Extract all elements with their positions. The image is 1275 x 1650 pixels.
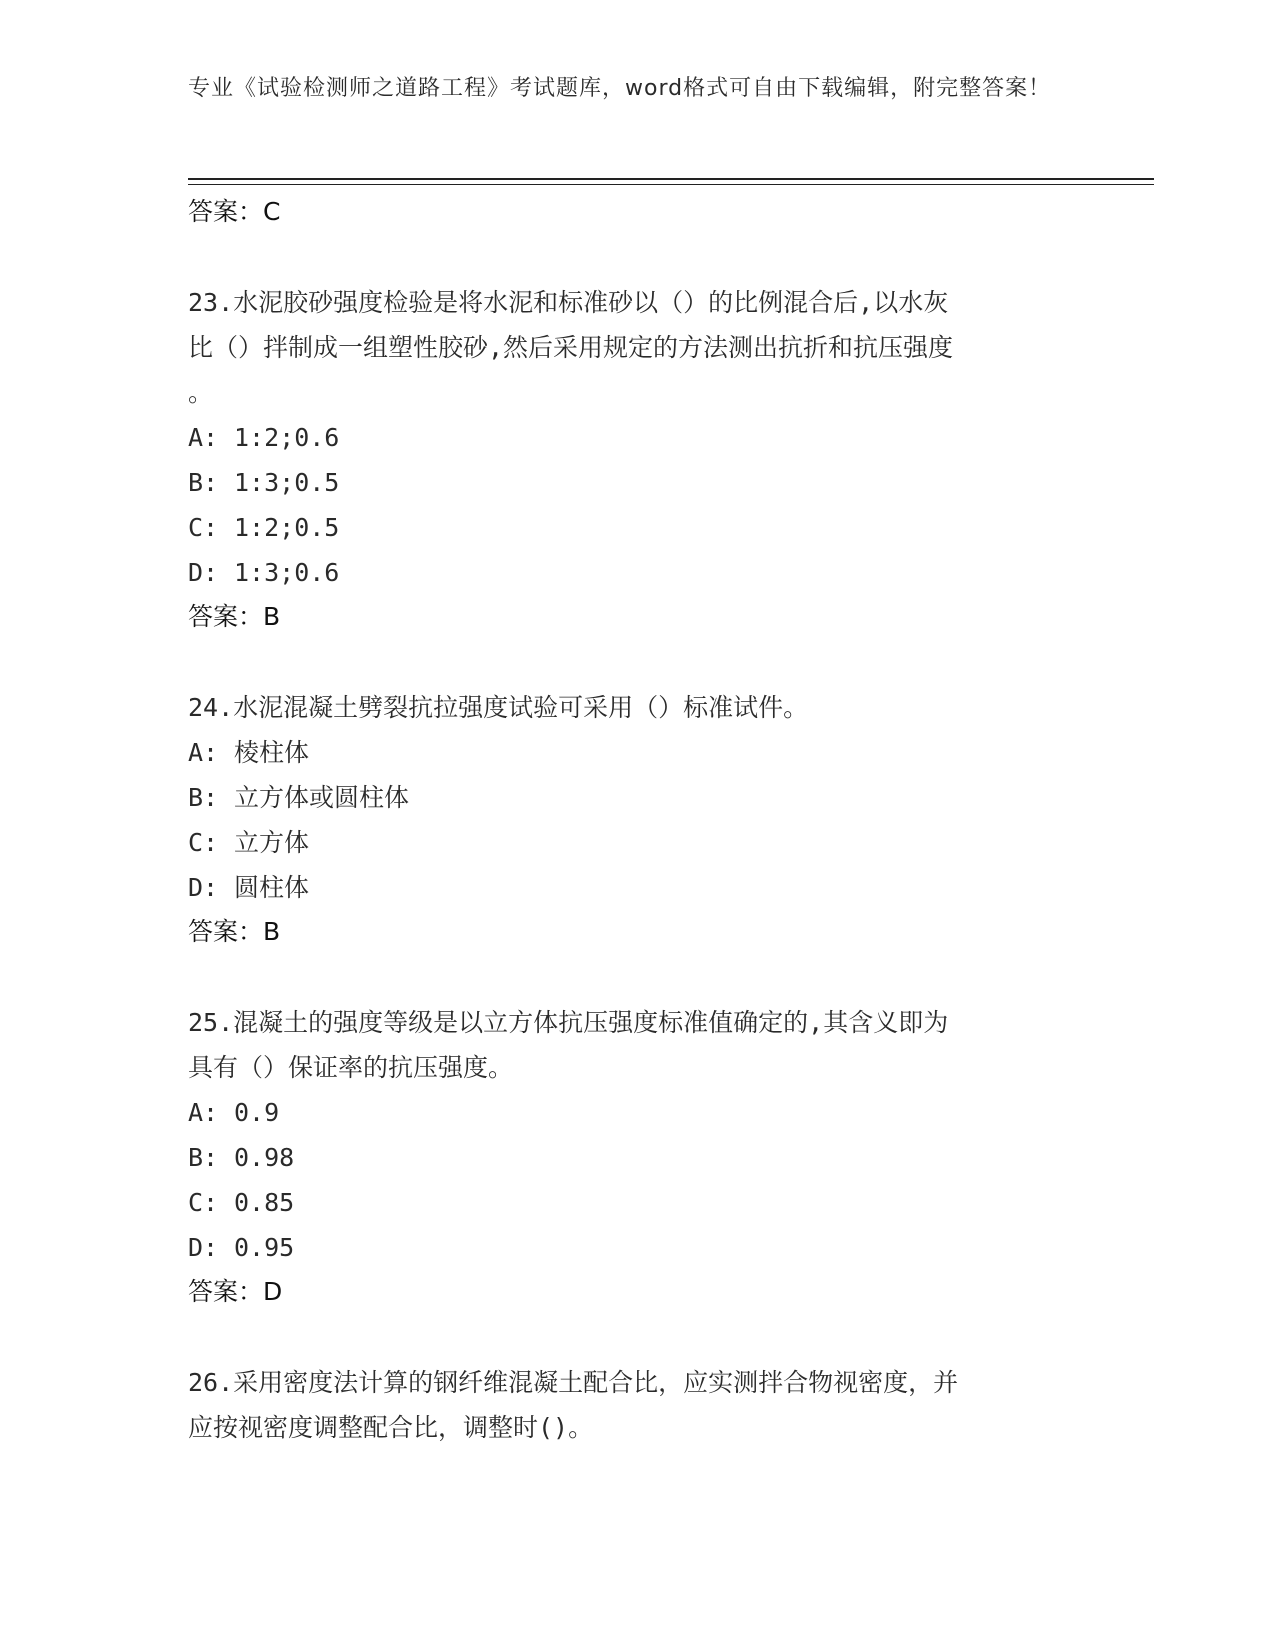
questions-container <box>188 280 1088 1450</box>
option-text: 1:2;0.5 <box>234 513 340 542</box>
option-text: 棱柱体 <box>234 738 310 767</box>
answer-line <box>188 1270 1088 1314</box>
answer-value: C <box>263 197 281 226</box>
question-list <box>188 190 1088 1450</box>
answer-label: 答案： <box>188 917 264 946</box>
option-label: A: <box>188 1098 219 1127</box>
option-label: D: <box>188 873 219 902</box>
option-label: A: <box>188 738 219 767</box>
spacer <box>188 1314 1088 1360</box>
question-stem <box>188 1360 1088 1450</box>
option-text: 1:2;0.6 <box>234 423 340 452</box>
option-label: B: <box>188 1143 219 1172</box>
option-text: 立方体或圆柱体 <box>234 783 410 812</box>
answer-option <box>188 1135 1088 1180</box>
answer-option <box>188 775 1088 820</box>
option-text: 圆柱体 <box>234 873 310 902</box>
answer-line <box>188 595 1088 639</box>
question-stem-line: 24.水泥混凝土劈裂抗拉强度试验可采用（）标准试件。 <box>188 693 809 722</box>
option-label: C: <box>188 828 219 857</box>
header-divider-thick <box>188 178 1154 180</box>
spacer <box>188 639 1088 685</box>
question-stem <box>188 1000 1088 1090</box>
spacer <box>188 954 1088 1000</box>
option-label: D: <box>188 558 219 587</box>
option-label: B: <box>188 783 219 812</box>
answer-value: D <box>263 1277 283 1306</box>
answer-line <box>188 190 1088 234</box>
answer-line <box>188 910 1088 954</box>
answer-option <box>188 1090 1088 1135</box>
answer-option <box>188 550 1088 595</box>
answer-value: B <box>263 602 281 631</box>
answer-label: 答案： <box>188 1277 264 1306</box>
answer-value: B <box>263 917 281 946</box>
page-header: 专业《试验检测师之道路工程》考试题库，word格式可自由下载编辑，附完整答案！ <box>188 76 1052 101</box>
answer-option <box>188 415 1088 460</box>
question-stem-line: 比（）拌制成一组塑性胶砂,然后采用规定的方法测出抗折和抗压强度 <box>188 333 954 362</box>
option-label: C: <box>188 513 219 542</box>
option-label: B: <box>188 468 219 497</box>
answer-label: 答案： <box>188 602 264 631</box>
question-stem-line: 23.水泥胶砂强度检验是将水泥和标准砂以（）的比例混合后,以水灰 <box>188 288 949 317</box>
option-text: 0.9 <box>234 1098 280 1127</box>
answer-option <box>188 730 1088 775</box>
question-stem <box>188 685 1088 730</box>
question-stem-line: 26.采用密度法计算的钢纤维混凝土配合比，应实测拌合物视密度，并 <box>188 1368 959 1397</box>
option-text: 1:3;0.6 <box>234 558 340 587</box>
question-stem-line: 。 <box>188 378 214 407</box>
question-stem-line: 具有（）保证率的抗压强度。 <box>188 1053 514 1082</box>
option-label: A: <box>188 423 219 452</box>
answer-option <box>188 1180 1088 1225</box>
option-label: C: <box>188 1188 219 1217</box>
answer-option <box>188 460 1088 505</box>
question-stem <box>188 280 1088 415</box>
question-stem-line: 应按视密度调整配合比，调整时()。 <box>188 1413 594 1442</box>
answer-option <box>188 1225 1088 1270</box>
option-text: 0.95 <box>234 1233 295 1262</box>
question-stem-line: 25.混凝土的强度等级是以立方体抗压强度标准值确定的,其含义即为 <box>188 1008 949 1037</box>
option-text: 1:3;0.5 <box>234 468 340 497</box>
header-divider-thin <box>188 184 1154 185</box>
option-text: 0.98 <box>234 1143 295 1172</box>
answer-option <box>188 865 1088 910</box>
answer-label: 答案： <box>188 197 264 226</box>
option-label: D: <box>188 1233 219 1262</box>
option-text: 0.85 <box>234 1188 295 1217</box>
answer-option <box>188 820 1088 865</box>
option-text: 立方体 <box>234 828 310 857</box>
answer-option <box>188 505 1088 550</box>
spacer <box>188 234 1088 280</box>
